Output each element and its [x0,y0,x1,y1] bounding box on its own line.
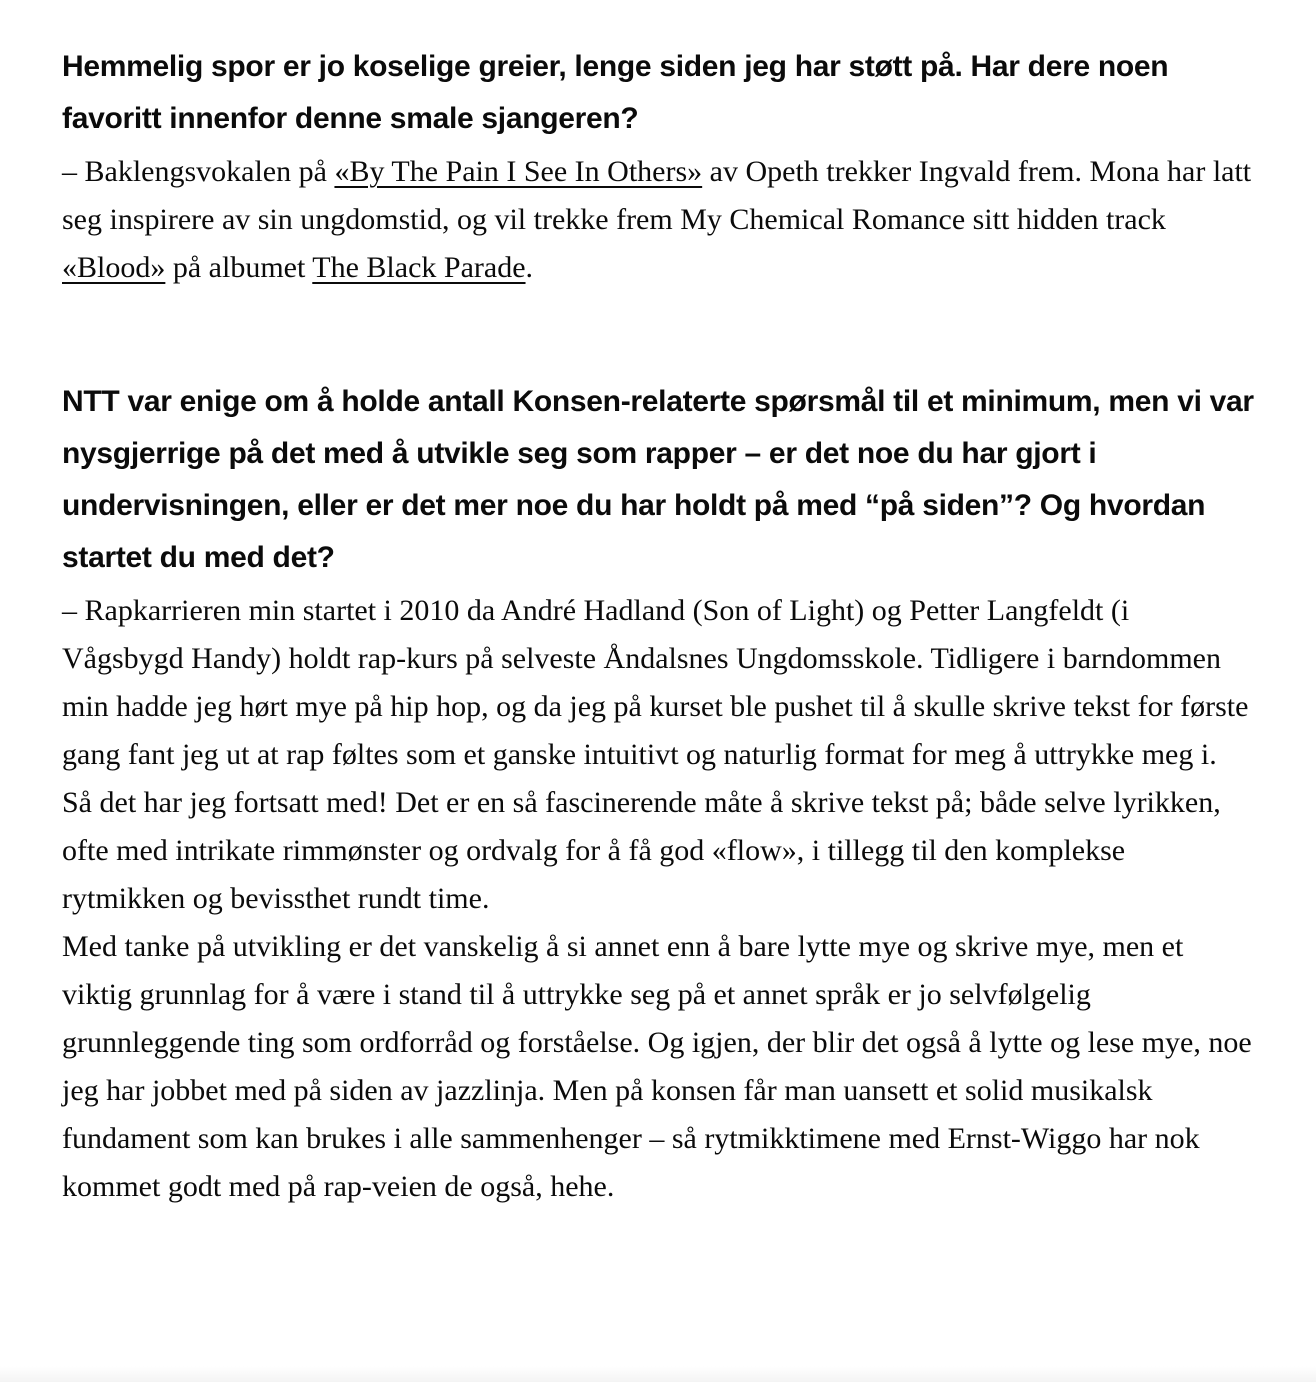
bottom-page-edge [0,1366,1316,1382]
inline-link[interactable]: The Black Parade [312,251,526,284]
text-segment: . [525,251,534,284]
answer-paragraph-1 [62,148,1254,292]
text-segment: – Rapkarrieren min startet i 2010 da André Hadland (Son of Light) og Petter Langfeldt (i Vågsbygd Handy) holdt rap-kurs på selveste Åndalsnes Ungdomsskole. Tidligere i barndommen min hadde jeg hørt mye på hip hop, og da jeg på kurset ble pushet til å skulle skrive tekst for første gang fant jeg ut at rap føltes som et ganske intuitivt og naturlig format for meg å uttrykke meg i. Så det har jeg fortsatt med! Det er en så fascinerende måte å skrive tekst på; både selve lyrikken, ofte med intrikate rimmønster og ordvalg for å få god «flow», i tillegg til den komplekse rytmikken og bevissthet rundt time. [62,594,1249,915]
text-segment: på albumet [165,251,313,284]
question-heading-1: Hemmelig spor er jo koselige greier, lenge siden jeg har støtt på. Har dere noen favoritt innenfor denne smale sjangeren? [62,50,1169,135]
text-segment: – Baklengsvokalen på [62,155,335,188]
qa-block-2 [62,376,1254,1211]
question-heading-2: NTT var enige om å holde antall Konsen-relaterte spørsmål til et minimum, men vi var nysgjerrige på det med å utvikle seg som rapper – er det noe du har gjort i undervisningen, eller er det mer noe du har holdt på med “på siden”? Og hvordan startet du med det? [62,385,1254,574]
answer-paragraph-2 [62,587,1254,1211]
qa-block-1 [62,41,1254,292]
inline-link[interactable]: «By The Pain I See In Others» [334,155,703,188]
inline-link[interactable]: «Blood» [62,251,166,284]
text-segment: Med tanke på utvikling er det vanskelig å si annet enn å bare lytte mye og skrive mye, men et viktig grunnlag for å være i stand til å uttrykke seg på et annet språk er jo selvfølgelig grunnleggende ting som ordforråd og forståelse. Og igjen, der blir det også å lytte og lese mye, noe jeg har jobbet med på siden av jazzlinja. Men på konsen får man uansett et solid musikalsk fundament som kan brukes i alle sammenhenger – så rytmikktimene med Ernst-Wiggo har nok kommet godt med på rap-veien de også, hehe. [62,930,1252,1203]
text-segment: av Opeth trekker Ingvald frem. Mona har latt seg inspirere av sin ungdomstid, og vil trekke frem My Chemical Romance sitt hidden track [62,155,1252,236]
